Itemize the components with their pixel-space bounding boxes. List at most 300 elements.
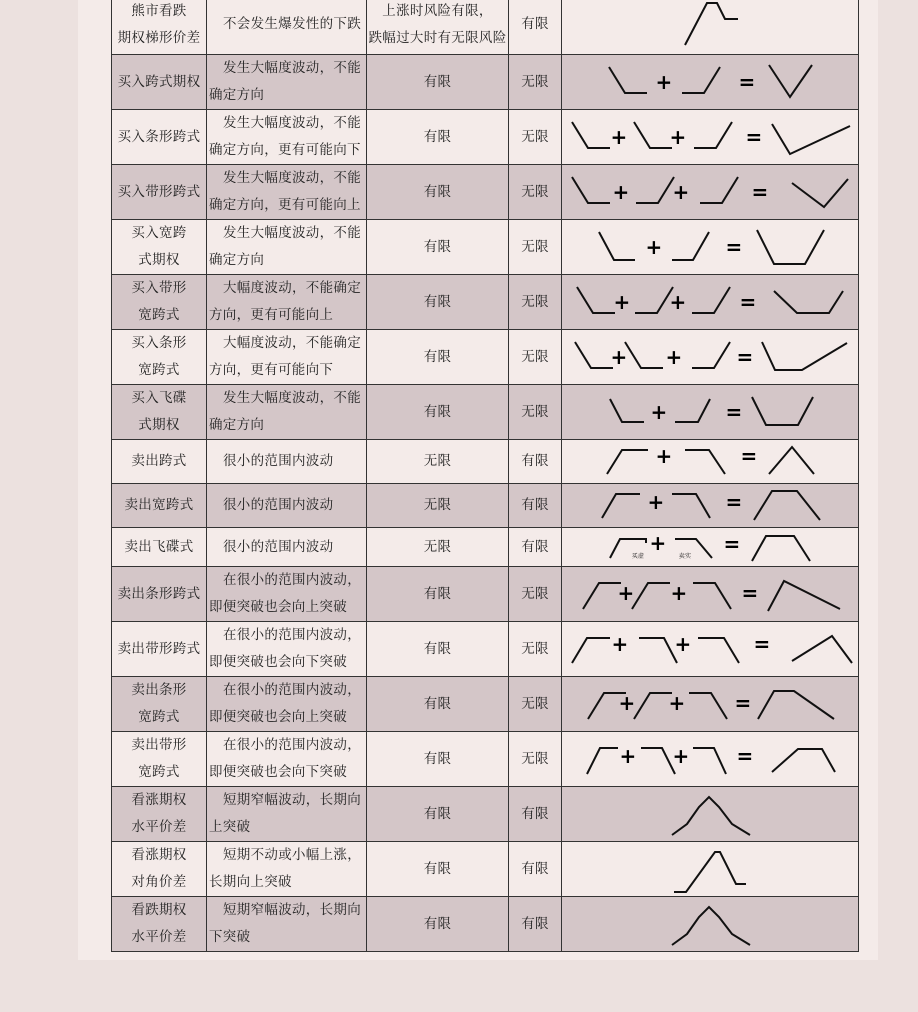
payoff-line — [698, 638, 739, 663]
market-condition-line2: 上突破 — [209, 819, 251, 835]
strategy-name-line2: 宽跨式 — [138, 764, 180, 780]
payoff-line — [575, 342, 613, 368]
payoff-line — [685, 450, 725, 474]
strategy-name-line2: 宽跨式 — [138, 307, 180, 323]
return-cell — [509, 677, 562, 732]
market-condition-line2: 方向，更有可能向下 — [209, 362, 334, 378]
return-cell — [509, 787, 562, 842]
market-condition-line2: 长期向上突破 — [209, 874, 292, 890]
plus-sign: + — [645, 234, 663, 259]
risk-cell — [367, 567, 509, 622]
payoff-figure-cell — [562, 0, 859, 55]
plus-sign: + — [612, 179, 630, 204]
strategy-name-line2: 宽跨式 — [138, 362, 180, 378]
risk-cell — [367, 220, 509, 275]
equals-sign: = — [740, 443, 758, 468]
equals-sign: = — [741, 580, 759, 605]
plus-sign: + — [665, 344, 683, 369]
payoff-line — [754, 491, 820, 520]
risk-value: 有限 — [423, 640, 452, 657]
payoff-line — [636, 177, 674, 203]
call-calendar-diagram — [562, 788, 857, 841]
equals-sign: = — [723, 531, 741, 556]
payoff-line — [700, 177, 738, 203]
risk-cell — [367, 528, 509, 567]
plus-sign: + — [650, 399, 668, 424]
market-condition-cell — [207, 55, 367, 110]
plus-sign: + — [672, 179, 690, 204]
strategy-name-line2: 期权梯形价差 — [117, 29, 201, 46]
return-value: 有限 — [521, 538, 549, 555]
market-condition-line2: 确定方向，更有可能向下 — [209, 142, 361, 158]
risk-value: 有限 — [423, 585, 452, 602]
risk-cell — [367, 330, 509, 385]
plus-sign: + — [674, 631, 692, 656]
risk-cell — [367, 677, 509, 732]
payoff-line — [672, 797, 750, 835]
payoff-line — [583, 583, 621, 609]
market-condition: 很小的范围内波动 — [223, 538, 334, 555]
payoff-line — [625, 342, 663, 368]
long-strap-diagram — [562, 166, 857, 219]
strategy-name-line1: 看涨期权 — [131, 792, 187, 808]
payoff-line — [774, 291, 843, 313]
payoff-line — [768, 581, 840, 611]
market-condition-cell — [207, 622, 367, 677]
call-diagonal-diagram — [562, 843, 857, 896]
strategy-name-cell — [112, 275, 207, 330]
payoff-figure-cell — [562, 622, 859, 677]
payoff-figure-cell — [562, 897, 859, 952]
strategy-name-line1: 买入飞碟 — [131, 390, 187, 406]
risk-value-line2: 跌幅过大时有无限风险 — [368, 29, 507, 46]
return-cell — [509, 897, 562, 952]
payoff-line — [758, 691, 834, 719]
table-row — [112, 275, 859, 330]
plus-sign: + — [655, 69, 673, 94]
table-row — [112, 528, 859, 567]
market-condition-cell — [207, 842, 367, 897]
risk-value: 有限 — [423, 73, 452, 90]
market-condition-line1: 在很小的范围内波动， — [223, 572, 361, 588]
market-condition-cell — [207, 677, 367, 732]
plus-sign: + — [610, 344, 628, 369]
strategy-name-line2: 式期权 — [138, 417, 180, 433]
strategy-name-line1: 买入带形 — [131, 280, 187, 296]
strategy-name-cell — [112, 0, 207, 55]
strategy-name-line1: 看涨期权 — [131, 847, 187, 863]
risk-cell — [367, 897, 509, 952]
payoff-line — [772, 124, 850, 154]
payoff-line — [693, 583, 731, 609]
risk-value: 有限 — [423, 805, 452, 822]
return-value: 有限 — [521, 915, 549, 932]
payoff-line — [792, 636, 852, 663]
return-cell — [509, 528, 562, 567]
strategy-name-cell — [112, 110, 207, 165]
short-strap-strangle-diagram — [562, 733, 857, 786]
risk-value: 有限 — [423, 750, 452, 767]
plus-sign: + — [655, 443, 673, 468]
put-ladder-diagram — [562, 0, 857, 54]
risk-value: 无限 — [423, 453, 452, 469]
strategy-name-line1: 熊市看跌 — [131, 2, 187, 19]
risk-cell — [367, 55, 509, 110]
plus-sign: + — [649, 530, 667, 555]
risk-cell — [367, 385, 509, 440]
payoff-figure-cell — [562, 528, 859, 567]
strategy-name-cell — [112, 165, 207, 220]
equals-sign: = — [736, 344, 754, 369]
market-condition-line1: 在很小的范围内波动， — [223, 737, 361, 753]
payoff-figure-cell — [562, 330, 859, 385]
payoff-line — [672, 494, 710, 518]
table-row — [112, 220, 859, 275]
risk-value: 有限 — [423, 860, 452, 877]
market-condition-cell — [207, 567, 367, 622]
table-row — [112, 330, 859, 385]
market-condition-line1: 大幅度波动，不能确定 — [223, 280, 361, 296]
market-condition-cell — [207, 897, 367, 952]
table-row — [112, 787, 859, 842]
short-strangle-diagram — [562, 485, 857, 527]
strategy-name-cell — [112, 330, 207, 385]
short-straddle-diagram — [562, 441, 857, 483]
strategy-name-line1: 看跌期权 — [131, 902, 187, 918]
market-condition-line2: 下突破 — [209, 929, 251, 945]
equals-sign: = — [751, 179, 769, 204]
short-strap-diagram — [562, 623, 857, 676]
tiny-label-left: 买虚 — [631, 552, 645, 560]
plus-sign: + — [668, 690, 686, 715]
payoff-line — [762, 342, 847, 370]
market-condition-cell — [207, 330, 367, 385]
table-row — [112, 897, 859, 952]
plus-sign: + — [669, 289, 687, 314]
market-condition-line1: 在很小的范围内波动， — [223, 682, 361, 698]
payoff-line — [602, 494, 640, 518]
market-condition-line1: 发生大幅度波动，不能 — [223, 170, 361, 186]
risk-cell — [367, 275, 509, 330]
payoff-line — [752, 397, 813, 425]
strategy-name-cell — [112, 440, 207, 484]
market-condition-line2: 即便突破也会向下突破 — [209, 654, 347, 670]
short-strip-strangle-diagram — [562, 678, 857, 731]
risk-value: 有限 — [423, 128, 452, 145]
equals-sign: = — [736, 743, 754, 768]
return-cell — [509, 567, 562, 622]
payoff-line — [599, 232, 635, 260]
market-condition-line1: 发生大幅度波动，不能 — [223, 390, 361, 406]
payoff-line — [685, 3, 738, 45]
risk-cell — [367, 165, 509, 220]
tiny-label-right: 卖实 — [678, 552, 692, 560]
plus-sign: + — [613, 289, 631, 314]
short-strip-diagram — [562, 568, 857, 621]
table-row — [112, 165, 859, 220]
payoff-line — [635, 287, 673, 313]
return-value: 有限 — [521, 16, 549, 32]
risk-cell — [367, 484, 509, 528]
market-condition-line1: 短期不动或小幅上涨， — [223, 847, 361, 863]
plus-sign: + — [647, 489, 665, 514]
return-value: 无限 — [521, 640, 549, 657]
market-condition-cell — [207, 787, 367, 842]
long-strip-strangle-diagram — [562, 331, 857, 384]
payoff-line — [641, 748, 675, 774]
payoff-figure-cell — [562, 567, 859, 622]
strategy-name-line2: 水平价差 — [131, 929, 187, 945]
strategy-name-line1: 买入宽跨 — [131, 225, 187, 241]
return-cell — [509, 622, 562, 677]
payoff-figure-cell — [562, 220, 859, 275]
long-strip-diagram — [562, 111, 857, 164]
market-condition-line1: 发生大幅度波动，不能 — [223, 60, 361, 76]
market-condition-cell — [207, 528, 367, 567]
table-row — [112, 484, 859, 528]
market-condition-cell — [207, 220, 367, 275]
return-cell — [509, 220, 562, 275]
table-row — [112, 677, 859, 732]
payoff-line — [682, 67, 720, 93]
strategy-name: 买入条形跨式 — [117, 128, 201, 145]
payoff-line — [672, 232, 709, 260]
return-value: 有限 — [521, 860, 549, 877]
market-condition-line2: 确定方向，更有可能向上 — [209, 197, 361, 213]
strategy-name-cell — [112, 732, 207, 787]
payoff-line — [674, 852, 746, 892]
market-condition-line2: 即便突破也会向上突破 — [209, 709, 347, 725]
plus-sign: + — [617, 580, 635, 605]
strategy-name-cell — [112, 677, 207, 732]
risk-value: 无限 — [423, 538, 452, 555]
return-cell — [509, 842, 562, 897]
table-row — [112, 0, 859, 55]
equals-sign: = — [725, 489, 743, 514]
market-condition-line2: 确定方向 — [209, 252, 265, 268]
market-condition-line2: 即便突破也会向下突破 — [209, 764, 347, 780]
return-value: 无限 — [521, 238, 549, 255]
return-value: 无限 — [521, 348, 549, 365]
short-condor-diagram — [562, 529, 857, 566]
return-cell — [509, 275, 562, 330]
payoff-figure-cell — [562, 440, 859, 484]
payoff-figure-cell — [562, 484, 859, 528]
strategy-name-cell — [112, 385, 207, 440]
put-calendar-diagram — [562, 898, 857, 951]
risk-value: 无限 — [423, 497, 452, 513]
payoff-line — [634, 693, 672, 719]
return-cell — [509, 165, 562, 220]
payoff-line — [693, 748, 726, 774]
strategy-name-line1: 卖出带形 — [131, 737, 187, 753]
market-condition-line2: 确定方向 — [209, 87, 265, 103]
payoff-figure-cell — [562, 842, 859, 897]
strategy-name-cell — [112, 567, 207, 622]
strategy-name-line2: 对角价差 — [131, 874, 187, 890]
return-value: 无限 — [521, 695, 549, 712]
market-condition-cell — [207, 0, 367, 55]
return-value: 无限 — [521, 293, 549, 310]
strategy-name-line1: 买入条形 — [131, 335, 187, 351]
market-condition: 很小的范围内波动 — [223, 497, 334, 513]
return-value: 无限 — [521, 183, 549, 200]
payoff-line — [639, 638, 677, 663]
return-value: 无限 — [521, 73, 549, 90]
plus-sign: + — [619, 743, 637, 768]
strategy-name-cell — [112, 484, 207, 528]
market-condition-cell — [207, 385, 367, 440]
risk-value: 有限 — [423, 183, 452, 200]
market-condition: 很小的范围内波动 — [223, 453, 334, 469]
payoff-line — [607, 450, 648, 474]
strategy-name-cell — [112, 842, 207, 897]
return-value: 有限 — [521, 805, 549, 822]
risk-cell — [367, 842, 509, 897]
payoff-line — [587, 748, 618, 774]
payoff-figure-cell — [562, 732, 859, 787]
market-condition-line1: 大幅度波动，不能确定 — [223, 335, 361, 351]
equals-sign: = — [739, 289, 757, 314]
return-cell — [509, 385, 562, 440]
payoff-line — [694, 122, 732, 148]
strategy-name-cell — [112, 787, 207, 842]
payoff-figure-cell — [562, 385, 859, 440]
payoff-line — [769, 65, 812, 97]
risk-cell — [367, 732, 509, 787]
strategy-name: 买入带形跨式 — [117, 183, 201, 200]
risk-value: 有限 — [423, 915, 452, 932]
return-cell — [509, 0, 562, 55]
market-condition: 不会发生爆发性的下跌 — [223, 16, 361, 32]
return-value: 无限 — [521, 585, 549, 602]
long-strangle-diagram — [562, 221, 857, 274]
return-value: 无限 — [521, 750, 549, 767]
risk-value: 有限 — [423, 348, 452, 365]
equals-sign: = — [734, 690, 752, 715]
payoff-line — [672, 907, 750, 945]
risk-value: 有限 — [423, 695, 452, 712]
table-row — [112, 55, 859, 110]
payoff-line — [609, 67, 647, 93]
payoff-line — [610, 399, 644, 422]
return-value: 无限 — [521, 128, 549, 145]
market-condition-cell — [207, 440, 367, 484]
strategy-name-line2: 水平价差 — [131, 819, 187, 835]
plus-sign: + — [669, 124, 687, 149]
equals-sign: = — [753, 631, 771, 656]
payoff-line — [792, 179, 848, 207]
return-value: 有限 — [521, 497, 549, 513]
market-condition-line1: 发生大幅度波动，不能 — [223, 115, 361, 131]
strategy-name-cell — [112, 55, 207, 110]
long-condor-diagram — [562, 386, 857, 439]
return-value: 有限 — [521, 453, 549, 469]
payoff-figure-cell — [562, 275, 859, 330]
payoff-line — [689, 693, 727, 719]
strategy-name-cell — [112, 528, 207, 567]
payoff-line — [572, 177, 610, 203]
payoff-line — [757, 230, 824, 264]
risk-cell — [367, 110, 509, 165]
payoff-figure-cell — [562, 55, 859, 110]
payoff-line — [769, 447, 814, 474]
plus-sign: + — [611, 631, 629, 656]
table-row — [112, 842, 859, 897]
strategy-name: 卖出宽跨式 — [124, 497, 194, 513]
market-condition-cell — [207, 732, 367, 787]
risk-cell — [367, 0, 509, 55]
return-cell — [509, 732, 562, 787]
payoff-line — [772, 749, 835, 772]
risk-value: 有限 — [423, 293, 452, 310]
strategy-name-line1: 卖出条形 — [131, 682, 187, 698]
payoff-line — [675, 399, 710, 422]
return-cell — [509, 440, 562, 484]
payoff-line — [634, 122, 672, 148]
strategy-name-line2: 式期权 — [138, 252, 180, 268]
long-straddle-diagram — [562, 56, 857, 109]
market-condition-line1: 发生大幅度波动，不能 — [223, 225, 361, 241]
table-row — [112, 440, 859, 484]
risk-cell — [367, 787, 509, 842]
market-condition-line2: 方向，更有可能向上 — [209, 307, 334, 323]
risk-cell — [367, 622, 509, 677]
market-condition-cell — [207, 484, 367, 528]
payoff-line — [577, 287, 615, 313]
payoff-figure-cell — [562, 787, 859, 842]
long-strap-strangle-diagram — [562, 276, 857, 329]
strategy-name-cell — [112, 220, 207, 275]
market-condition-cell — [207, 275, 367, 330]
table-row — [112, 567, 859, 622]
plus-sign: + — [618, 690, 636, 715]
payoff-line — [692, 287, 730, 313]
payoff-line — [752, 536, 810, 561]
payoff-figure-cell — [562, 677, 859, 732]
return-cell — [509, 55, 562, 110]
market-condition-line2: 即便突破也会向上突破 — [209, 599, 347, 615]
table-row — [112, 385, 859, 440]
equals-sign: = — [738, 69, 756, 94]
plus-sign: + — [610, 124, 628, 149]
return-cell — [509, 330, 562, 385]
table-row — [112, 622, 859, 677]
strategy-name: 卖出条形跨式 — [117, 585, 201, 602]
strategy-name: 买入跨式期权 — [117, 73, 201, 90]
equals-sign: = — [745, 124, 763, 149]
market-condition-line2: 确定方向 — [209, 417, 265, 433]
return-cell — [509, 484, 562, 528]
strategy-name: 卖出带形跨式 — [117, 640, 201, 657]
payoff-figure-cell — [562, 165, 859, 220]
market-condition-line1: 在很小的范围内波动， — [223, 627, 361, 643]
payoff-line — [692, 342, 730, 368]
table-row — [112, 110, 859, 165]
plus-sign: + — [672, 743, 690, 768]
payoff-line — [632, 583, 670, 609]
payoff-line — [572, 638, 610, 663]
market-condition-cell — [207, 165, 367, 220]
market-condition-line1: 短期窄幅波动，长期向 — [223, 902, 361, 918]
strategy-name-cell — [112, 897, 207, 952]
risk-value: 有限 — [423, 403, 452, 420]
return-value: 无限 — [521, 403, 549, 420]
strategy-name: 卖出飞碟式 — [124, 538, 194, 555]
table-row — [112, 732, 859, 787]
risk-value-line1: 上涨时风险有限， — [382, 2, 493, 19]
equals-sign: = — [725, 399, 743, 424]
